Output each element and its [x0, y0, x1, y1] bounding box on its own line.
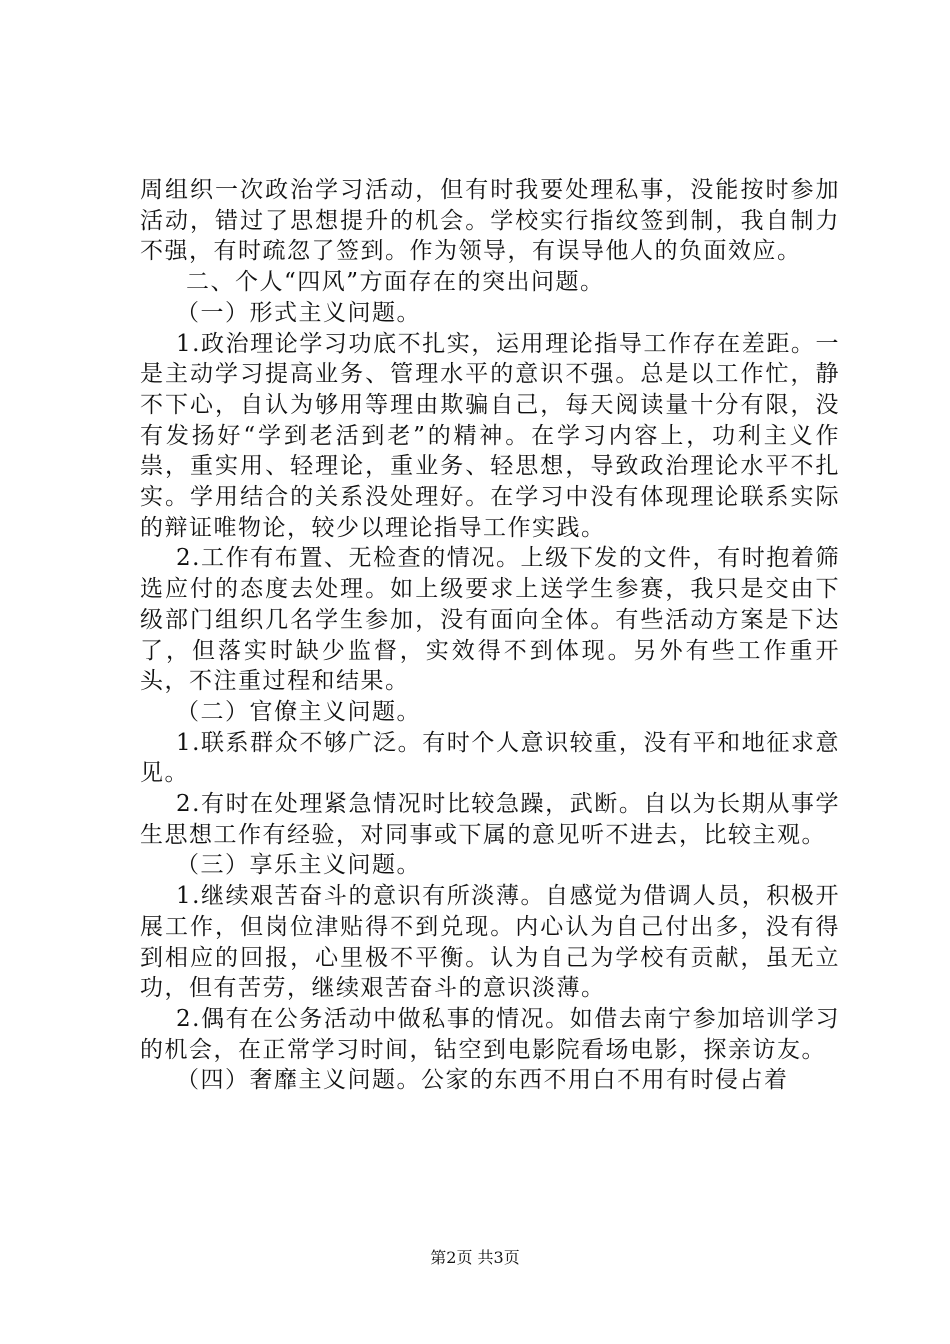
section-heading: 二、个人“四风”方面存在的突出问题。 — [186, 269, 605, 296]
paragraph: 周组织一次政治学习活动，但有时我要处理私事，没能按时参加活动，错过了思想提升的机会。学校实行指纹签到制，我自制力不强，有时疏忽了签到。作为领导，有误导他人的负面效应。 — [140, 177, 840, 265]
subsection-heading: （二）官僚主义问题。 — [176, 698, 421, 725]
paragraph: 2.有时在处理紧急情况时比较急躁，武断。自以为长期从事学生思想工作有经验，对同事或下属的意见听不进去，比较主观。 — [140, 791, 840, 848]
paragraph: 1.继续艰苦奋斗的意识有所淡薄。自感觉为借调人员，积极开展工作，但岗位津贴得不到兑现。内心认为自己付出多，没有得到相应的回报，心里极不平衡。认为自己为学校有贡献，虽无立功，但有苦劳，继续艰苦奋斗的意识淡薄。 — [140, 883, 840, 1002]
paragraph: 1.政治理论学习功底不扎实，运用理论指导工作存在差距。一是主动学习提高业务、管理水平的意识不强。总是以工作忙，静不下心，自认为够用等理由欺骗自己，每天阅读量十分有限，没有发扬好“学到老活到老”的精神。在学习内容上，功利主义作祟，重实用、轻理论，重业务、轻思想，导致政治理论水平不扎实。学用结合的关系没处理好。在学习中没有体现理论联系实际的辩证唯物论，较少以理论指导工作实践。 — [140, 330, 840, 541]
paragraph: 1.联系群众不够广泛。有时个人意识较重，没有平和地征求意见。 — [140, 729, 840, 787]
paragraph: 2.偶有在公务活动中做私事的情况。如借去南宁参加培训学习的机会，在正常学习时间，钻空到电影院看场电影，探亲访友。 — [140, 1005, 840, 1063]
paragraph: （四）奢靡主义问题。公家的东西不用白不用有时侵占着 — [176, 1067, 789, 1094]
paragraph: 2.工作有布置、无检查的情况。上级下发的文件，有时抱着筛选应付的态度去处理。如上级要求上送学生参赛，我只是交由下级部门组织几名学生参加，没有面向全体。有些活动方案是下达了，但落实时缺少监督，实效得不到体现。另外有些工作重开头，不注重过程和结果。 — [140, 545, 840, 695]
subsection-heading: （一）形式主义问题。 — [176, 299, 421, 326]
subsection-heading: （三）享乐主义问题。 — [176, 852, 421, 879]
page-footer — [0, 1245, 950, 1268]
document-body — [140, 175, 840, 1096]
page-number: 第2页 共3页 — [430, 1248, 520, 1267]
